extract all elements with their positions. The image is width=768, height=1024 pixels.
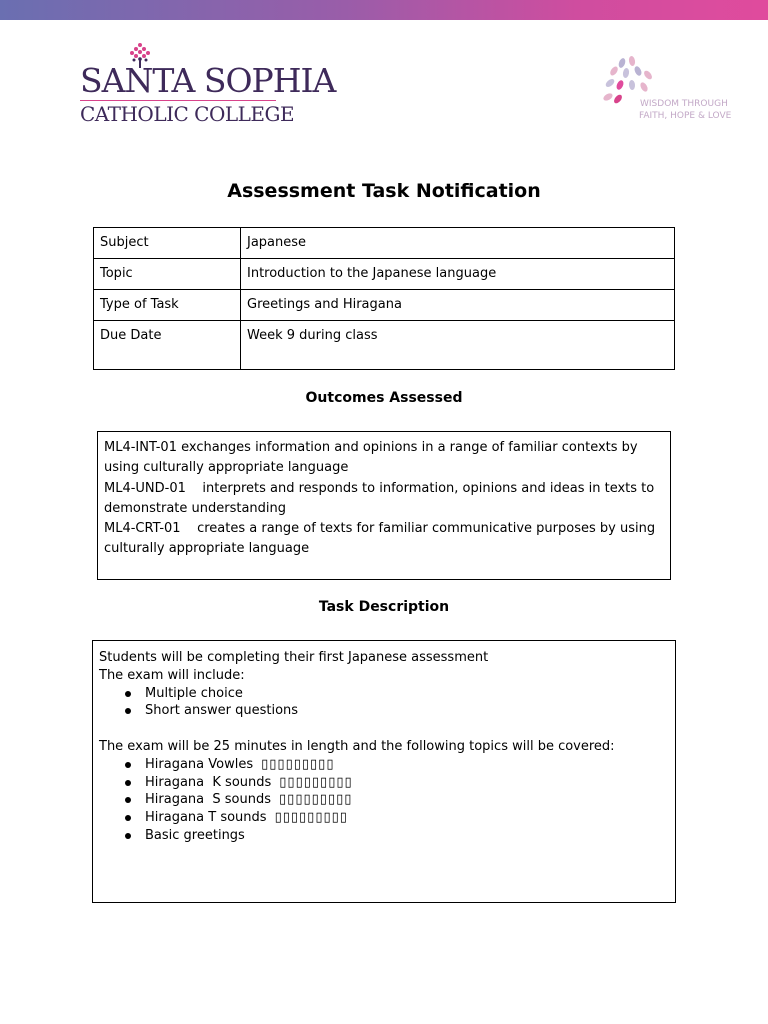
exam-format-list [99, 685, 669, 721]
outcomes-heading: Outcomes Assessed [305, 390, 463, 406]
list-item: Short answer questions [99, 702, 669, 720]
table-row [94, 290, 675, 321]
top-gradient-bar [0, 0, 768, 20]
outcomes-box [97, 431, 671, 580]
list-item [99, 809, 669, 827]
exam-topics-list [99, 756, 669, 845]
topic-kana: ▯▯▯▯▯▯▯▯▯ [274, 810, 348, 826]
topic-kana: ▯▯▯▯▯▯▯▯▯ [261, 756, 335, 772]
topic-label: Hiragana S sounds [145, 792, 272, 808]
table-row [94, 228, 675, 259]
exam-length-text: The exam will be 25 minutes in length and the following topics will be covered: [99, 738, 615, 754]
due-date-value: Week 9 during class [241, 321, 675, 370]
type-label: Type of Task [94, 290, 241, 321]
motto-line-1: WISDOM THROUGH [640, 99, 728, 109]
task-intro-include: The exam will include: [99, 667, 245, 683]
list-item: Multiple choice [99, 685, 669, 703]
topic-label: Hiragana K sounds [145, 774, 272, 790]
topic-kana: ▯▯▯▯▯▯▯▯▯ [279, 774, 353, 790]
topic-value: Introduction to the Japanese language [241, 259, 675, 290]
list-item [99, 827, 669, 845]
type-value: Greetings and Hiragana [241, 290, 675, 321]
task-intro: Students will be completing their first Japanese assessment [99, 650, 489, 665]
topic-label: Basic greetings [145, 827, 245, 843]
logo-college-subtitle: CATHOLIC COLLEGE [80, 102, 295, 126]
motto-badge [600, 55, 730, 125]
list-item [99, 774, 669, 792]
page-title: Assessment Task Notification [227, 180, 541, 202]
subject-value: Japanese [241, 228, 675, 259]
topic-label: Hiragana T sounds [145, 810, 267, 826]
college-logo [80, 40, 336, 130]
task-info-table [93, 227, 675, 370]
logo-college-name: SANTA SOPHIA [80, 61, 336, 100]
topic-label: Topic [94, 259, 241, 290]
motto-text [640, 98, 731, 122]
outcome-item: ML4-UND-01 interprets and responds to information, opinions and ideas in texts to demonstrate understanding [104, 480, 659, 516]
table-row [94, 321, 675, 370]
subject-label: Subject [94, 228, 241, 259]
topic-label: Hiragana Vowles [145, 756, 254, 772]
task-description-box [92, 640, 676, 903]
task-description-heading: Task Description [318, 599, 450, 615]
due-date-label: Due Date [94, 321, 241, 370]
logo-divider [80, 100, 276, 101]
topic-kana: ▯▯▯▯▯▯▯▯▯ [279, 792, 353, 808]
outcome-item: ML4-CRT-01 creates a range of texts for familiar communicative purposes by using culturally appropriate language [104, 521, 660, 557]
outcome-item: ML4-INT-01 exchanges information and opinions in a range of familiar contexts by using culturally appropriate language [104, 440, 638, 476]
list-item [99, 791, 669, 809]
motto-line-2: FAITH, HOPE & LOVE [639, 111, 732, 121]
table-row [94, 259, 675, 290]
list-item [99, 756, 669, 774]
